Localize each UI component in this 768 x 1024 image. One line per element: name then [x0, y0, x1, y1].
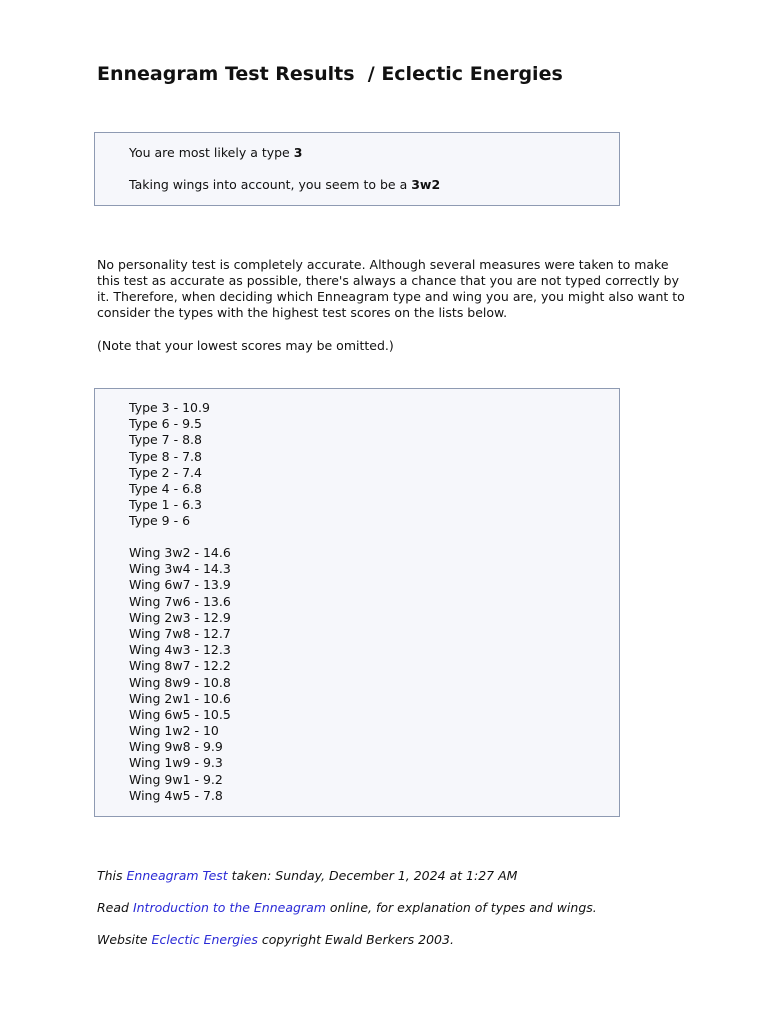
enneagram-test-link[interactable]: Enneagram Test	[126, 868, 228, 883]
test-taken-date: taken: Sunday, December 1, 2024 at 1:27 AM	[227, 868, 518, 883]
type-score-item: Type 9 - 6	[129, 513, 191, 529]
wing-score-item: Wing 2w1 - 10.6	[129, 690, 231, 706]
wing-scores-list	[129, 545, 231, 804]
wing-result-line	[129, 177, 440, 192]
wing-result-value: 3w2	[411, 177, 441, 192]
wing-result-label: Taking wings into account, you seem to be a	[129, 177, 412, 192]
introduction-enneagram-link[interactable]: Introduction to the Enneagram	[132, 900, 326, 915]
type-score-item: Type 8 - 7.8	[129, 448, 202, 464]
read-intro-line	[97, 900, 597, 915]
wing-score-item: Wing 9w8 - 9.9	[129, 739, 223, 755]
wing-score-item: Wing 3w2 - 14.6	[129, 545, 231, 560]
type-scores-list	[129, 400, 210, 530]
read-intro-suffix: online, for explanation of types and wings.	[325, 900, 597, 915]
wing-score-item: Wing 4w3 - 12.3	[129, 642, 231, 658]
eclectic-energies-link[interactable]: Eclectic Energies	[151, 932, 258, 947]
most-likely-type-label: You are most likely a type	[129, 145, 294, 160]
accuracy-disclaimer: No personality test is completely accurate. Although several measures were taken to make this test as accurate as possible, there's always a chance that you are not typed correctly by it. Therefore, when deciding which Enneagram type and wing you are, you might also want to consider the types with the highest test scores on the lists below.	[97, 257, 685, 320]
type-score-item: Type 4 - 6.8	[129, 480, 202, 496]
type-score-item: Type 2 - 7.4	[129, 464, 202, 480]
wing-score-item: Wing 9w1 - 9.2	[129, 771, 223, 787]
read-intro-prefix: Read	[97, 900, 133, 915]
wing-score-item: Wing 8w9 - 10.8	[129, 674, 231, 690]
wing-score-item: Wing 7w8 - 12.7	[129, 625, 231, 641]
wing-score-item: Wing 6w7 - 13.9	[129, 577, 231, 593]
wing-score-item: Wing 1w9 - 9.3	[129, 755, 223, 771]
copyright-line	[97, 932, 454, 947]
copyright-prefix: Website	[97, 932, 152, 947]
wing-score-item: Wing 1w2 - 10	[129, 723, 219, 739]
omitted-scores-note: (Note that your lowest scores may be omitted.)	[97, 338, 394, 353]
type-score-item: Type 7 - 8.8	[129, 432, 202, 448]
wing-score-item: Wing 4w5 - 7.8	[129, 787, 223, 803]
test-taken-line	[97, 868, 517, 883]
wing-score-item: Wing 6w5 - 10.5	[129, 706, 231, 722]
scores-box	[94, 388, 620, 817]
test-taken-prefix: This	[97, 868, 127, 883]
wing-score-item: Wing 2w3 - 12.9	[129, 609, 231, 625]
type-score-item: Type 3 - 10.9	[129, 400, 210, 415]
type-score-item: Type 6 - 9.5	[129, 416, 202, 432]
type-score-item: Type 1 - 6.3	[129, 497, 202, 513]
wing-score-item: Wing 7w6 - 13.6	[129, 593, 231, 609]
most-likely-type-value: 3	[293, 145, 303, 160]
most-likely-type-line	[129, 145, 302, 160]
result-summary-box	[94, 132, 620, 206]
page-title: Enneagram Test Results / Eclectic Energies	[97, 63, 563, 85]
wing-score-item: Wing 3w4 - 14.3	[129, 561, 231, 577]
wing-score-item: Wing 8w7 - 12.2	[129, 658, 231, 674]
copyright-suffix: copyright Ewald Berkers 2003.	[257, 932, 454, 947]
